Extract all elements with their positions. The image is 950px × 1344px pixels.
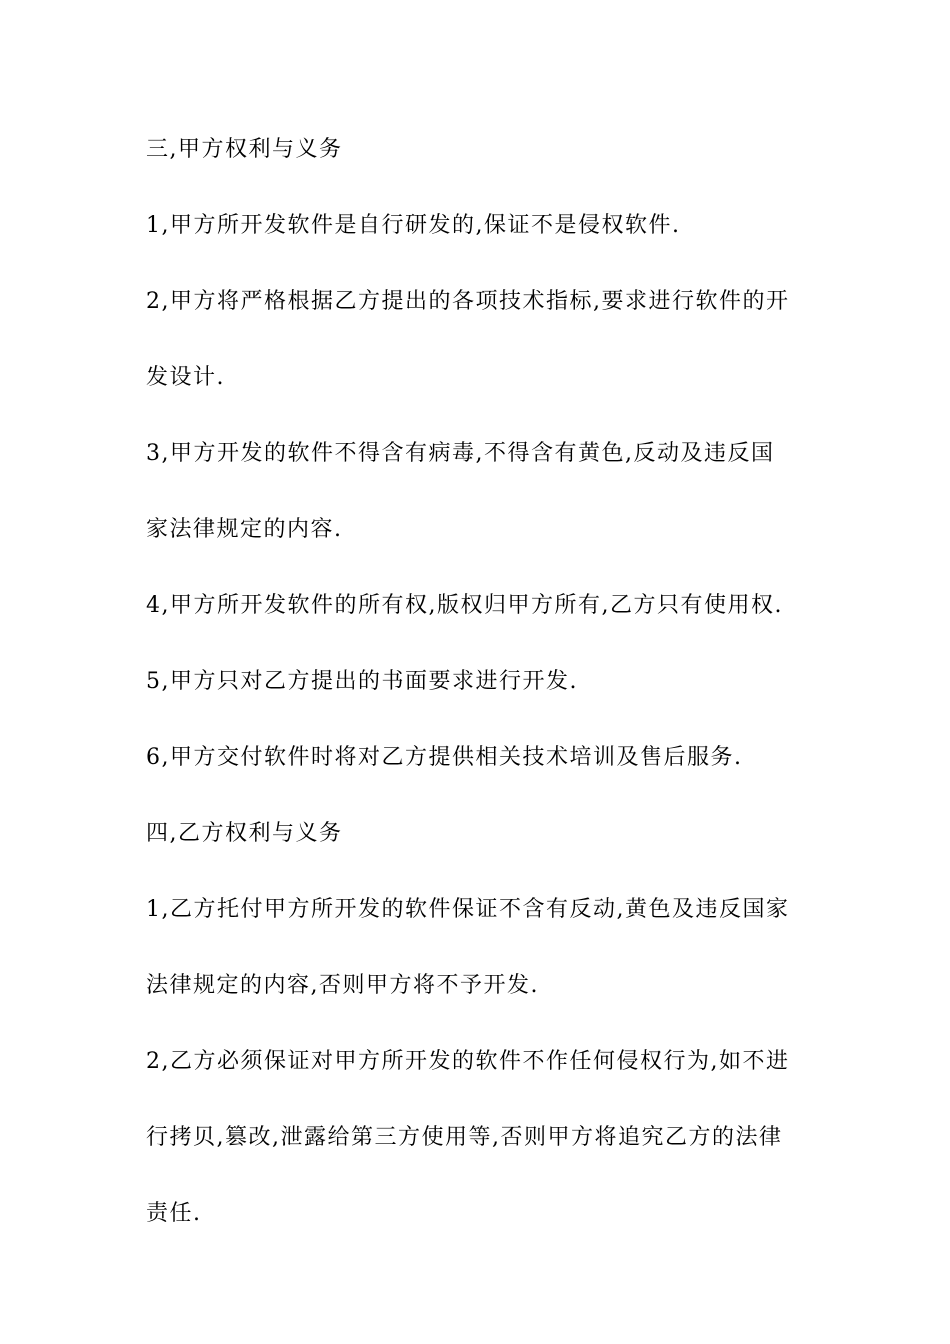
clause-a-2: 2,甲方将严格根据乙方提出的各项技术指标,要求进行软件的开 bbox=[146, 289, 790, 314]
section-heading-party-b: 四,乙方权利与义务 bbox=[146, 821, 343, 846]
clause-a-3: 3,甲方开发的软件不得含有病毒,不得含有黄色,反动及违反国 bbox=[146, 441, 775, 466]
clause-b-1: 1,乙方托付甲方所开发的软件保证不含有反动,黄色及违反国家 bbox=[146, 897, 790, 922]
clause-b-2-end: 责任. bbox=[146, 1201, 202, 1226]
clause-a-5: 5,甲方只对乙方提出的书面要求进行开发. bbox=[146, 669, 578, 694]
section-heading-party-a: 三,甲方权利与义务 bbox=[146, 137, 343, 162]
clause-a-4: 4,甲方所开发软件的所有权,版权归甲方所有,乙方只有使用权. bbox=[146, 593, 783, 618]
clause-b-2: 2,乙方必须保证对甲方所开发的软件不作任何侵权行为,如不进 bbox=[146, 1049, 790, 1074]
clause-a-2-cont: 发设计. bbox=[146, 365, 225, 390]
clause-a-1: 1,甲方所开发软件是自行研发的,保证不是侵权软件. bbox=[146, 213, 681, 238]
clause-b-1-cont: 法律规定的内容,否则甲方将不予开发. bbox=[146, 973, 539, 998]
clause-b-2-cont: 行拷贝,篡改,泄露给第三方使用等,否则甲方将追究乙方的法律 bbox=[146, 1125, 783, 1150]
document-body bbox=[146, 131, 816, 1271]
clause-a-3-cont: 家法律规定的内容. bbox=[146, 517, 343, 542]
clause-a-6: 6,甲方交付软件时将对乙方提供相关技术培训及售后服务. bbox=[146, 745, 743, 770]
